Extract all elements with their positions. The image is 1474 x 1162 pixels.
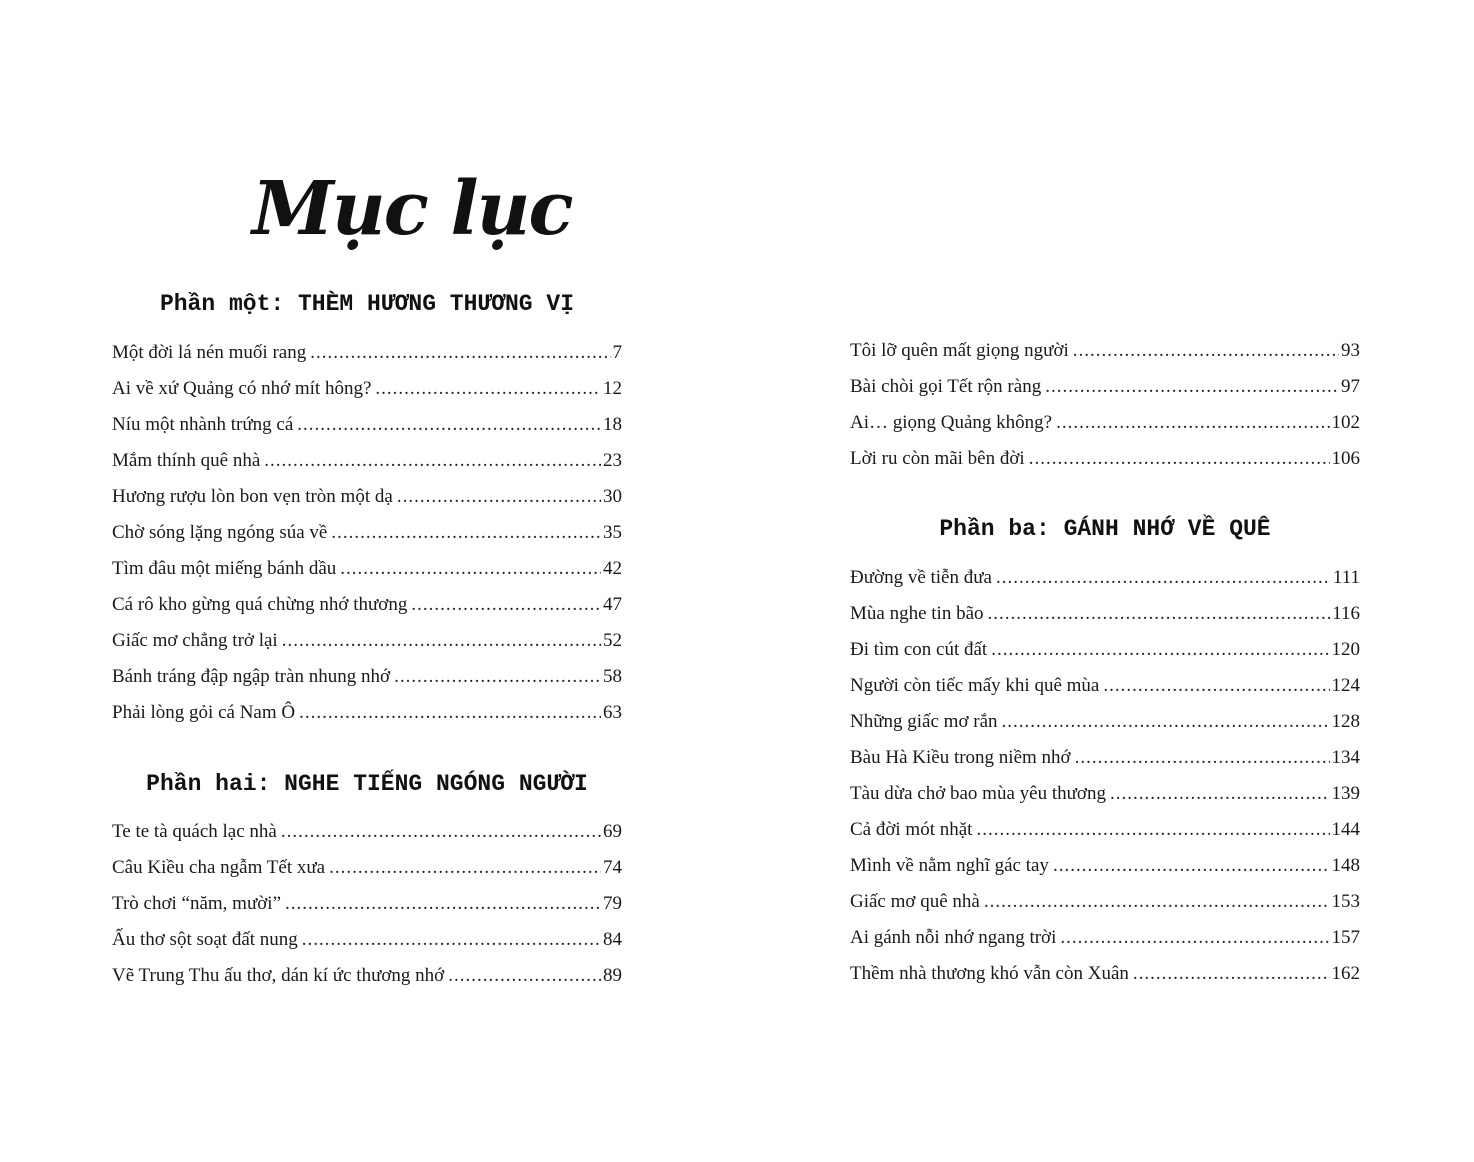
toc-entry <box>850 740 1360 776</box>
dot-leader <box>984 884 1330 920</box>
toc-entry-page-number: 35 <box>603 522 622 543</box>
toc-entry-page-number: 69 <box>603 821 622 842</box>
toc-entry <box>112 551 622 587</box>
toc-entry-title: Bàu Hà Kiều trong niềm nhớ <box>850 747 1071 768</box>
toc-entry <box>850 848 1360 884</box>
toc-entry-title: Tàu dừa chở bao mùa yêu thương <box>850 783 1106 804</box>
toc-entry-title: Mình về nằm nghĩ gác tay <box>850 855 1049 876</box>
toc-entry-title: Đi tìm con cút đất <box>850 639 988 660</box>
toc-entry-page-number: 157 <box>1331 927 1360 948</box>
toc-entry-title: Mùa nghe tin bão <box>850 603 984 624</box>
toc-entry-page-number: 18 <box>603 414 622 435</box>
part-three-heading: Phần ba: GÁNH NHỚ VỀ QUÊ <box>939 516 1271 542</box>
dot-leader <box>329 850 601 886</box>
toc-entry-page-number: 106 <box>1331 448 1360 469</box>
toc-entry-page-number: 74 <box>603 857 622 878</box>
toc-entry-title: Câu Kiều cha ngẫm Tết xưa <box>112 857 326 878</box>
toc-entry <box>850 920 1360 956</box>
toc-entry <box>112 407 622 443</box>
toc-entry <box>112 958 622 994</box>
toc-entry-title: Lời ru còn mãi bên đời <box>850 448 1025 469</box>
toc-entry-title: Tôi lỡ quên mất giọng người <box>850 340 1069 361</box>
dot-leader <box>285 886 601 922</box>
dot-leader <box>299 695 601 731</box>
toc-entry-page-number: 23 <box>603 450 622 471</box>
dot-leader <box>281 814 601 850</box>
dot-leader <box>1060 920 1329 956</box>
toc-entry <box>850 668 1360 704</box>
toc-entry-page-number: 116 <box>1332 603 1360 624</box>
dot-leader <box>302 922 601 958</box>
toc-entry-title: Ấu thơ sột soạt đất nung <box>112 929 298 950</box>
toc-entry <box>112 335 622 371</box>
dot-leader <box>448 958 601 994</box>
toc-entry-page-number: 153 <box>1331 891 1360 912</box>
toc-entry <box>850 441 1360 477</box>
dot-leader <box>1110 776 1330 812</box>
toc-entry-title: Hương rượu lòn bon vẹn tròn một dạ <box>112 486 393 507</box>
toc-entry <box>112 623 622 659</box>
toc-entry <box>850 956 1360 992</box>
dot-leader <box>1133 956 1330 992</box>
dot-leader <box>411 587 601 623</box>
toc-entry <box>850 884 1360 920</box>
toc-entry-title: Trò chơi “năm, mười” <box>112 893 282 914</box>
dot-leader <box>297 407 601 443</box>
dot-leader <box>394 659 601 695</box>
dot-leader <box>331 515 601 551</box>
toc-entry <box>850 333 1360 369</box>
toc-entry <box>850 405 1360 441</box>
toc-entry <box>112 850 622 886</box>
toc-entry <box>112 922 622 958</box>
toc-entry-title: Ai về xứ Quảng có nhớ mít hông? <box>112 378 372 399</box>
toc-entry <box>112 443 622 479</box>
toc-entry-page-number: 63 <box>603 702 622 723</box>
toc-entry-title: Giấc mơ quê nhà <box>850 891 980 912</box>
part-two-list <box>112 814 622 994</box>
toc-entry-title: Ai… giọng Quảng không? <box>850 412 1053 433</box>
toc-entry <box>850 632 1360 668</box>
page-title: Mục lục <box>252 165 572 252</box>
toc-entry-page-number: 124 <box>1331 675 1360 696</box>
dot-leader <box>1056 405 1329 441</box>
toc-entry-page-number: 79 <box>603 893 622 914</box>
toc-entry-page-number: 93 <box>1341 340 1360 361</box>
toc-entry <box>112 814 622 850</box>
toc-entry-page-number: 120 <box>1331 639 1360 660</box>
dot-leader <box>996 560 1331 596</box>
toc-entry <box>112 886 622 922</box>
toc-entry-page-number: 144 <box>1331 819 1360 840</box>
dot-leader <box>1103 668 1329 704</box>
toc-entry-page-number: 47 <box>603 594 622 615</box>
toc-entry <box>112 515 622 551</box>
dot-leader <box>282 623 601 659</box>
toc-entry-title: Những giấc mơ rắn <box>850 711 998 732</box>
toc-entry-title: Cá rô kho gừng quá chừng nhớ thương <box>112 594 408 615</box>
dot-leader <box>264 443 601 479</box>
part-one-heading: Phần một: THÈM HƯƠNG THƯƠNG VỊ <box>159 291 575 317</box>
toc-entry-page-number: 148 <box>1331 855 1360 876</box>
toc-entry-title: Phải lòng gỏi cá Nam Ô <box>112 702 296 723</box>
toc-entry <box>850 369 1360 405</box>
dot-leader <box>1045 369 1339 405</box>
toc-entry-page-number: 58 <box>603 666 622 687</box>
toc-entry-page-number: 30 <box>603 486 622 507</box>
toc-entry <box>850 704 1360 740</box>
toc-entry-page-number: 111 <box>1332 567 1360 588</box>
toc-entry <box>112 659 622 695</box>
part-two-continued-list <box>850 333 1360 477</box>
dot-leader <box>397 479 601 515</box>
toc-entry <box>112 371 622 407</box>
toc-entry-title: Cả đời mót nhặt <box>850 819 973 840</box>
toc-entry-page-number: 97 <box>1341 376 1360 397</box>
toc-entry <box>112 695 622 731</box>
dot-leader <box>1053 848 1330 884</box>
dot-leader <box>1075 740 1330 776</box>
dot-leader <box>340 551 601 587</box>
toc-entry-title: Đường về tiễn đưa <box>850 567 992 588</box>
part-one-list <box>112 335 622 731</box>
toc-entry <box>850 812 1360 848</box>
toc-entry-page-number: 7 <box>612 342 622 363</box>
dot-leader <box>375 371 601 407</box>
toc-entry-title: Một đời lá nén muối rang <box>112 342 307 363</box>
toc-entry-page-number: 128 <box>1331 711 1360 732</box>
toc-entry-title: Te te tà quách lạc nhà <box>112 821 277 842</box>
toc-entry <box>112 587 622 623</box>
dot-leader <box>988 596 1331 632</box>
dot-leader <box>1073 333 1339 369</box>
toc-entry-page-number: 102 <box>1331 412 1360 433</box>
toc-entry-page-number: 42 <box>603 558 622 579</box>
dot-leader <box>976 812 1329 848</box>
toc-entry-title: Người còn tiếc mấy khi quê mùa <box>850 675 1100 696</box>
toc-entry-title: Níu một nhành trứng cá <box>112 414 294 435</box>
toc-entry-title: Bài chòi gọi Tết rộn ràng <box>850 376 1042 397</box>
toc-entry-page-number: 134 <box>1331 747 1360 768</box>
toc-entry-title: Giấc mơ chẳng trở lại <box>112 630 278 651</box>
toc-entry-title: Ai gánh nỗi nhớ ngang trời <box>850 927 1057 948</box>
toc-entry-page-number: 52 <box>603 630 622 651</box>
toc-entry <box>850 776 1360 812</box>
toc-entry-page-number: 139 <box>1331 783 1360 804</box>
toc-entry-title: Chờ sóng lặng ngóng súa về <box>112 522 328 543</box>
toc-entry-title: Bánh tráng đập ngập tràn nhung nhớ <box>112 666 391 687</box>
toc-entry <box>850 560 1360 596</box>
dot-leader <box>1029 441 1330 477</box>
toc-entry-page-number: 12 <box>603 378 622 399</box>
toc-entry-title: Mắm thính quê nhà <box>112 450 261 471</box>
dot-leader <box>310 335 610 371</box>
part-two-heading: Phần hai: NGHE TIẾNG NGÓNG NGƯỜI <box>146 771 588 797</box>
toc-entry-page-number: 162 <box>1331 963 1360 984</box>
toc-entry-title: Tìm đâu một miếng bánh dầu <box>112 558 337 579</box>
dot-leader <box>991 632 1329 668</box>
toc-entry <box>112 479 622 515</box>
part-three-list <box>850 560 1360 992</box>
toc-entry-title: Thềm nhà thương khó vẫn còn Xuân <box>850 963 1129 984</box>
toc-entry-page-number: 89 <box>603 965 622 986</box>
toc-entry-page-number: 84 <box>603 929 622 950</box>
toc-entry <box>850 596 1360 632</box>
toc-entry-title: Vẽ Trung Thu ấu thơ, dán kí ức thương nhớ <box>112 965 445 986</box>
dot-leader <box>1002 704 1330 740</box>
